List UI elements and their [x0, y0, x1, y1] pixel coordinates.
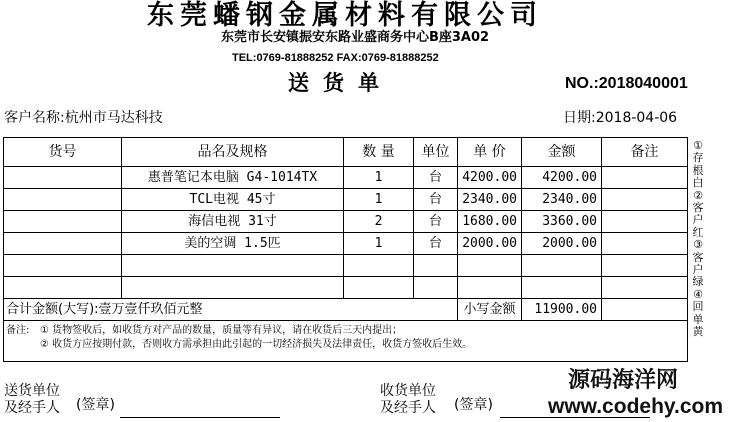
- header-unit-price: 单 价: [458, 138, 522, 167]
- total-amount-words: 合计金额(大写):壹万壹仟玖佰元整: [4, 299, 458, 321]
- cell-item-no: [4, 167, 122, 189]
- cell-item-no: [4, 277, 122, 299]
- cell-item-no: [4, 233, 122, 255]
- cell-item-no: [4, 189, 122, 211]
- cell-amount: [522, 255, 602, 277]
- cell-product: 海信电视 31寸: [122, 211, 344, 233]
- cell-remarks: [602, 211, 688, 233]
- cell-item-no: [4, 211, 122, 233]
- header-item-no: 货号: [4, 138, 122, 167]
- cell-item-no: [4, 255, 122, 277]
- table-row: [4, 167, 688, 189]
- small-amount-value: 11900.00: [522, 299, 602, 321]
- cell-unit: [414, 255, 458, 277]
- cell-product: [122, 277, 344, 299]
- cell-amount: 2000.00: [522, 233, 602, 255]
- header-unit: 单位: [414, 138, 458, 167]
- sender-unit-label: 送货单位: [4, 383, 60, 399]
- cell-remarks: [602, 167, 688, 189]
- cell-unit-price: 2340.00: [458, 189, 522, 211]
- cell-quantity: [344, 255, 414, 277]
- receiver-stamp-label: (签章): [454, 397, 493, 413]
- receiver-unit-label: 收货单位: [380, 383, 436, 399]
- cell-quantity: 1: [344, 233, 414, 255]
- cell-unit-price: 1680.00: [458, 211, 522, 233]
- company-address: 东莞市长安镇振安东路业盛商务中心B座3A02: [220, 30, 490, 45]
- notes-cell: [4, 321, 688, 362]
- cell-quantity: 1: [344, 189, 414, 211]
- table-header-row: [4, 138, 688, 167]
- total-row: [4, 299, 688, 321]
- cell-product: [122, 255, 344, 277]
- header-amount: 金额: [522, 138, 602, 167]
- table-row: [4, 255, 688, 277]
- document-title: 送货单: [288, 71, 393, 95]
- cell-quantity: [344, 277, 414, 299]
- cell-unit-price: 2000.00: [458, 233, 522, 255]
- cell-remarks: [602, 189, 688, 211]
- customer-name: 客户名称:杭州市马达科技: [4, 110, 163, 126]
- cell-product: 美的空调 1.5匹: [122, 233, 344, 255]
- cell-quantity: 1: [344, 167, 414, 189]
- document-number: NO.:2018040001: [565, 75, 688, 92]
- header-product: 品名及规格: [122, 138, 344, 167]
- table-row: [4, 233, 688, 255]
- receiver-handler-label: 及经手人: [380, 400, 436, 416]
- cell-unit: 台: [414, 167, 458, 189]
- cell-unit: 台: [414, 233, 458, 255]
- sender-handler-label: 及经手人: [4, 400, 60, 416]
- document-date: 日期:2018-04-06: [563, 110, 678, 126]
- notes-row: [4, 321, 688, 362]
- watermark-name: 源码海洋网: [568, 368, 679, 393]
- cell-unit-price: [458, 255, 522, 277]
- table-row: [4, 277, 688, 299]
- cell-amount: 3360.00: [522, 211, 602, 233]
- cell-remarks: [602, 233, 688, 255]
- cell-unit-price: 4200.00: [458, 167, 522, 189]
- cell-product: 惠普笔记本电脑 G4-1014TX: [122, 167, 344, 189]
- cell-remarks: [602, 255, 688, 277]
- company-tel-fax: TEL:0769-81888252 FAX:0769-81888252: [232, 52, 439, 64]
- cell-remarks: [602, 277, 688, 299]
- notes-label: 备注:: [6, 325, 30, 336]
- cell-unit: 台: [414, 211, 458, 233]
- note-line-1: ① 货物签收后，如收货方对产品的数量，质量等有异议，请在收货后三天内提出；: [40, 325, 403, 336]
- header-remarks: 备注: [602, 138, 688, 167]
- delivery-table: [3, 137, 688, 362]
- company-name: 东莞蟠钢金属材料有限公司: [147, 0, 543, 31]
- table-row: [4, 189, 688, 211]
- header-quantity: 数 量: [344, 138, 414, 167]
- cell-amount: 4200.00: [522, 167, 602, 189]
- cell-product: TCL电视 45寸: [122, 189, 344, 211]
- sender-stamp-label: (签章): [76, 397, 115, 413]
- cell-unit: [414, 277, 458, 299]
- cell-amount: [522, 277, 602, 299]
- table-row: [4, 211, 688, 233]
- copy-distribution-note: ①存根白②客户红③客户绿④回单黄: [692, 139, 704, 339]
- sender-signature-line: [120, 417, 280, 418]
- watermark-url: www.codehy.com: [548, 395, 724, 418]
- cell-amount: 2340.00: [522, 189, 602, 211]
- small-amount-label: 小写金额: [458, 299, 522, 321]
- cell-quantity: 2: [344, 211, 414, 233]
- cell-unit-price: [458, 277, 522, 299]
- cell-unit: 台: [414, 189, 458, 211]
- total-remarks: [602, 299, 688, 321]
- note-line-2: ② 收货方应按期付款，否则收方需承担由此引起的一切经济损失及法律责任，收货方签收后生效。: [40, 339, 473, 350]
